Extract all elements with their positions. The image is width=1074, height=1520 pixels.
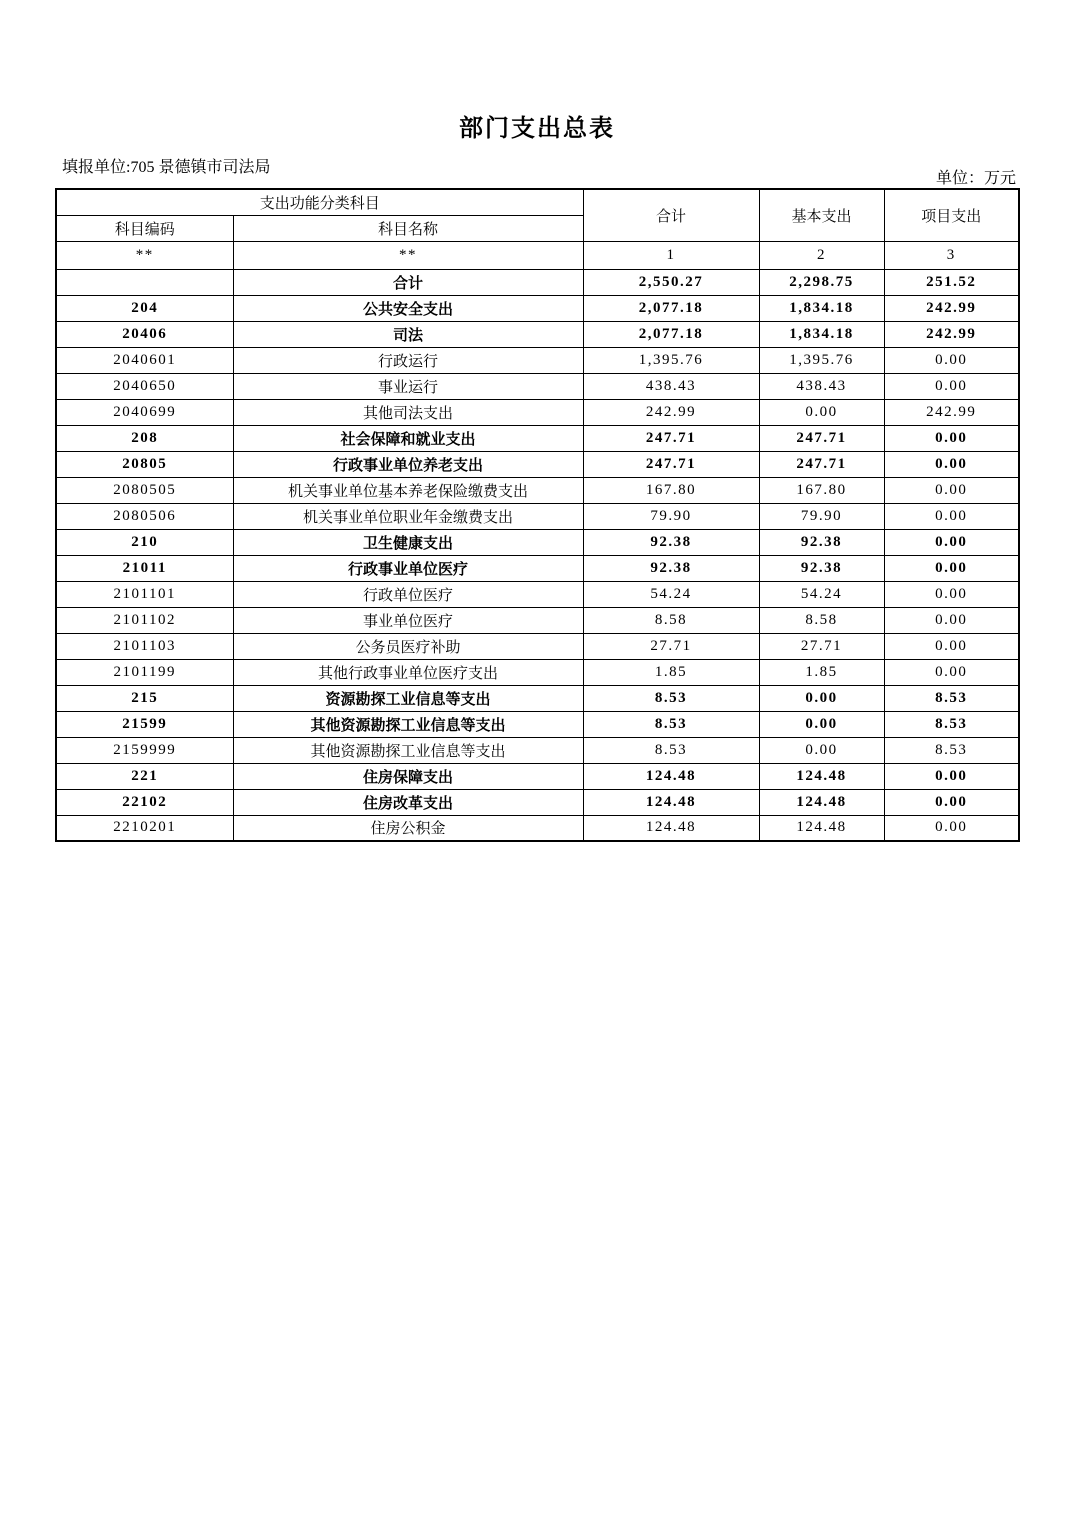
cell-total: 27.71 — [583, 633, 759, 659]
cell-name: 行政事业单位医疗 — [233, 555, 583, 581]
cell-code: 208 — [56, 425, 233, 451]
expenditure-summary-table — [55, 188, 1020, 842]
cell-project: 8.53 — [884, 685, 1019, 711]
header-function-classification: 支出功能分类科目 — [56, 189, 583, 215]
index-cell: 2 — [759, 241, 884, 269]
cell-basic: 438.43 — [759, 373, 884, 399]
cell-name: 行政单位医疗 — [233, 581, 583, 607]
cell-basic: 1,395.76 — [759, 347, 884, 373]
cell-name: 住房保障支出 — [233, 763, 583, 789]
cell-basic: 247.71 — [759, 451, 884, 477]
cell-total: 8.58 — [583, 607, 759, 633]
table-row — [56, 815, 1019, 841]
table-row — [56, 269, 1019, 295]
cell-basic: 8.58 — [759, 607, 884, 633]
cell-project: 0.00 — [884, 633, 1019, 659]
cell-basic: 1.85 — [759, 659, 884, 685]
cell-basic: 247.71 — [759, 425, 884, 451]
cell-project: 0.00 — [884, 815, 1019, 841]
index-cell: 1 — [583, 241, 759, 269]
cell-code: 20805 — [56, 451, 233, 477]
cell-total: 1,395.76 — [583, 347, 759, 373]
index-cell: ** — [233, 241, 583, 269]
column-index-row — [56, 241, 1019, 269]
reporting-unit-label: 填报单位:705 景德镇市司法局 — [62, 159, 271, 176]
cell-code: 2159999 — [56, 737, 233, 763]
index-cell: ** — [56, 241, 233, 269]
cell-name: 行政事业单位养老支出 — [233, 451, 583, 477]
table-row — [56, 529, 1019, 555]
header-subject-code: 科目编码 — [56, 215, 233, 241]
table-row — [56, 581, 1019, 607]
header-total-column: 合计 — [583, 189, 759, 241]
cell-total: 92.38 — [583, 555, 759, 581]
cell-project: 242.99 — [884, 399, 1019, 425]
cell-total: 242.99 — [583, 399, 759, 425]
cell-total: 124.48 — [583, 815, 759, 841]
cell-total: 8.53 — [583, 711, 759, 737]
cell-total: 1.85 — [583, 659, 759, 685]
cell-total: 167.80 — [583, 477, 759, 503]
cell-name: 其他司法支出 — [233, 399, 583, 425]
cell-name: 资源勘探工业信息等支出 — [233, 685, 583, 711]
table-row — [56, 789, 1019, 815]
cell-code: 21011 — [56, 555, 233, 581]
index-cell: 3 — [884, 241, 1019, 269]
cell-name: 机关事业单位基本养老保险缴费支出 — [233, 477, 583, 503]
cell-project: 0.00 — [884, 373, 1019, 399]
cell-basic: 124.48 — [759, 763, 884, 789]
cell-basic: 27.71 — [759, 633, 884, 659]
header-basic-expenditure-column: 基本支出 — [759, 189, 884, 241]
cell-code: 2040601 — [56, 347, 233, 373]
cell-basic: 0.00 — [759, 711, 884, 737]
cell-code: 210 — [56, 529, 233, 555]
table-row — [56, 685, 1019, 711]
cell-basic: 124.48 — [759, 815, 884, 841]
cell-name: 司法 — [233, 321, 583, 347]
cell-basic: 0.00 — [759, 685, 884, 711]
cell-code: 2040650 — [56, 373, 233, 399]
cell-name: 其他行政事业单位医疗支出 — [233, 659, 583, 685]
cell-basic: 92.38 — [759, 555, 884, 581]
cell-code: 215 — [56, 685, 233, 711]
cell-name: 事业单位医疗 — [233, 607, 583, 633]
cell-basic: 92.38 — [759, 529, 884, 555]
header-row-group — [56, 189, 1019, 215]
cell-basic: 1,834.18 — [759, 295, 884, 321]
table-row — [56, 503, 1019, 529]
cell-total: 247.71 — [583, 425, 759, 451]
cell-code: 2101102 — [56, 607, 233, 633]
cell-basic: 167.80 — [759, 477, 884, 503]
cell-name: 其他资源勘探工业信息等支出 — [233, 737, 583, 763]
table-row — [56, 711, 1019, 737]
table-row — [56, 737, 1019, 763]
cell-name: 事业运行 — [233, 373, 583, 399]
table-row — [56, 555, 1019, 581]
table-row — [56, 659, 1019, 685]
cell-total: 124.48 — [583, 763, 759, 789]
cell-code: 2101101 — [56, 581, 233, 607]
cell-code — [56, 269, 233, 295]
cell-project: 0.00 — [884, 477, 1019, 503]
cell-project: 0.00 — [884, 347, 1019, 373]
table-row — [56, 321, 1019, 347]
cell-basic: 124.48 — [759, 789, 884, 815]
table-row — [56, 763, 1019, 789]
cell-total: 2,077.18 — [583, 321, 759, 347]
cell-name: 合计 — [233, 269, 583, 295]
cell-project: 0.00 — [884, 555, 1019, 581]
cell-code: 22102 — [56, 789, 233, 815]
cell-name: 机关事业单位职业年金缴费支出 — [233, 503, 583, 529]
header-subject-name: 科目名称 — [233, 215, 583, 241]
cell-total: 54.24 — [583, 581, 759, 607]
cell-code: 221 — [56, 763, 233, 789]
cell-project: 0.00 — [884, 503, 1019, 529]
table-row — [56, 451, 1019, 477]
table-row — [56, 607, 1019, 633]
meta-line — [55, 152, 1018, 186]
cell-project: 0.00 — [884, 763, 1019, 789]
cell-project: 0.00 — [884, 789, 1019, 815]
cell-basic: 54.24 — [759, 581, 884, 607]
cell-code: 2080505 — [56, 477, 233, 503]
cell-code: 2080506 — [56, 503, 233, 529]
cell-total: 79.90 — [583, 503, 759, 529]
cell-project: 242.99 — [884, 295, 1019, 321]
cell-name: 公务员医疗补助 — [233, 633, 583, 659]
cell-basic: 0.00 — [759, 399, 884, 425]
cell-basic: 0.00 — [759, 737, 884, 763]
cell-project: 0.00 — [884, 529, 1019, 555]
cell-project: 242.99 — [884, 321, 1019, 347]
cell-total: 8.53 — [583, 737, 759, 763]
cell-total: 2,550.27 — [583, 269, 759, 295]
cell-total: 2,077.18 — [583, 295, 759, 321]
cell-total: 124.48 — [583, 789, 759, 815]
unit-of-measure-label: 单位：万元 — [935, 170, 1016, 187]
cell-code: 2101199 — [56, 659, 233, 685]
cell-project: 0.00 — [884, 451, 1019, 477]
cell-project: 8.53 — [884, 737, 1019, 763]
table-row — [56, 373, 1019, 399]
table-row — [56, 347, 1019, 373]
cell-basic: 2,298.75 — [759, 269, 884, 295]
header-project-expenditure-column: 项目支出 — [884, 189, 1019, 241]
cell-code: 2101103 — [56, 633, 233, 659]
cell-name: 其他资源勘探工业信息等支出 — [233, 711, 583, 737]
cell-name: 住房公积金 — [233, 815, 583, 841]
cell-name: 社会保障和就业支出 — [233, 425, 583, 451]
cell-project: 0.00 — [884, 659, 1019, 685]
cell-name: 公共安全支出 — [233, 295, 583, 321]
cell-total: 438.43 — [583, 373, 759, 399]
table-row — [56, 477, 1019, 503]
cell-total: 92.38 — [583, 529, 759, 555]
cell-code: 2210201 — [56, 815, 233, 841]
table-row — [56, 399, 1019, 425]
cell-name: 住房改革支出 — [233, 789, 583, 815]
cell-code: 20406 — [56, 321, 233, 347]
cell-project: 0.00 — [884, 607, 1019, 633]
cell-project: 251.52 — [884, 269, 1019, 295]
table-row — [56, 633, 1019, 659]
cell-code: 21599 — [56, 711, 233, 737]
cell-code: 204 — [56, 295, 233, 321]
page-title: 部门支出总表 — [459, 116, 615, 142]
cell-basic: 79.90 — [759, 503, 884, 529]
cell-name: 卫生健康支出 — [233, 529, 583, 555]
cell-project: 8.53 — [884, 711, 1019, 737]
cell-basic: 1,834.18 — [759, 321, 884, 347]
table-row — [56, 425, 1019, 451]
cell-project: 0.00 — [884, 425, 1019, 451]
cell-project: 0.00 — [884, 581, 1019, 607]
cell-code: 2040699 — [56, 399, 233, 425]
cell-name: 行政运行 — [233, 347, 583, 373]
table-row — [56, 295, 1019, 321]
cell-total: 8.53 — [583, 685, 759, 711]
cell-total: 247.71 — [583, 451, 759, 477]
